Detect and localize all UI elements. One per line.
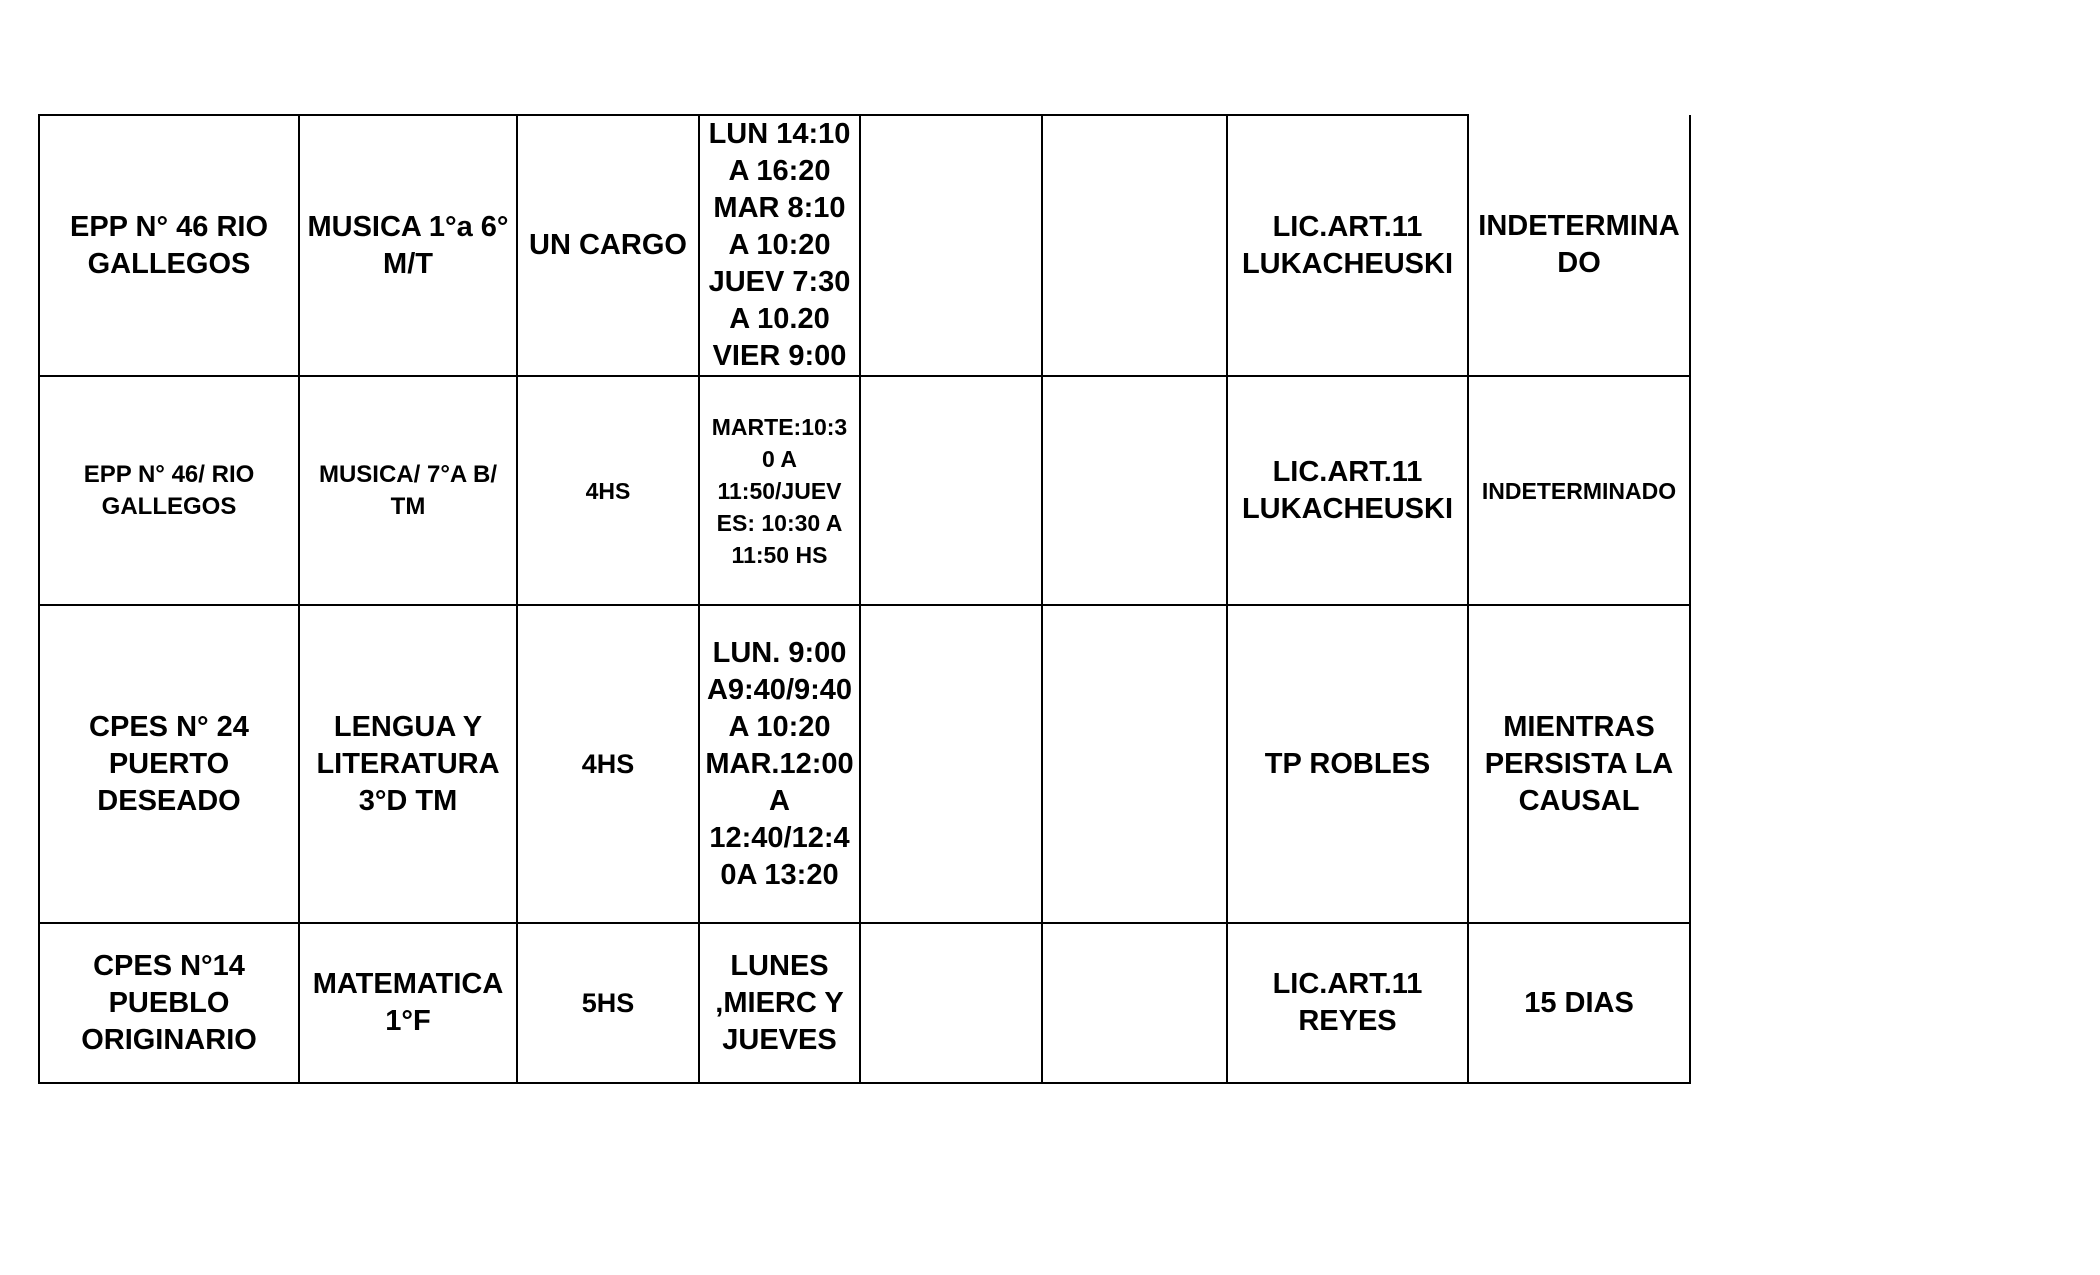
schedule-cell: LUNES ,MIERC Y JUEVES xyxy=(699,923,860,1083)
school-cell: EPP N° 46/ RIO GALLEGOS xyxy=(39,376,299,605)
subject-cell: LENGUA Y LITERATURA 3°D TM xyxy=(299,605,517,923)
load-cell: UN CARGO xyxy=(517,115,699,376)
reason-cell: LIC.ART.11 LUKACHEUSKI xyxy=(1227,115,1468,376)
table-row xyxy=(39,115,1690,376)
duration-cell: INDETERMINADO xyxy=(1468,376,1690,605)
schedule-table xyxy=(38,114,1691,1084)
duration-cell: INDETERMINA DO xyxy=(1468,115,1690,376)
empty-cell xyxy=(1042,923,1227,1083)
load-cell: 4HS xyxy=(517,605,699,923)
school-cell: CPES N° 24 PUERTO DESEADO xyxy=(39,605,299,923)
empty-cell xyxy=(1042,605,1227,923)
schedule-cell: LUN. 9:00 A9:40/9:40 A 10:20 MAR.12:00 A 12:40/12:4 0A 13:20 xyxy=(699,605,860,923)
reason-cell: TP ROBLES xyxy=(1227,605,1468,923)
empty-cell xyxy=(860,115,1042,376)
table-row xyxy=(39,605,1690,923)
duration-cell: 15 DIAS xyxy=(1468,923,1690,1083)
reason-cell: LIC.ART.11 LUKACHEUSKI xyxy=(1227,376,1468,605)
subject-cell: MATEMATICA 1°F xyxy=(299,923,517,1083)
load-cell: 5HS xyxy=(517,923,699,1083)
reason-cell: LIC.ART.11 REYES xyxy=(1227,923,1468,1083)
duration-cell: MIENTRAS PERSISTA LA CAUSAL xyxy=(1468,605,1690,923)
table-row xyxy=(39,923,1690,1083)
empty-cell xyxy=(1042,115,1227,376)
schedule-cell: LUN 14:10 A 16:20 MAR 8:10 A 10:20 JUEV 7:30 A 10.20 VIER 9:00 xyxy=(699,115,860,376)
schedule-cell: MARTE:10:3 0 A 11:50/JUEV ES: 10:30 A 11:50 HS xyxy=(699,376,860,605)
empty-cell xyxy=(860,605,1042,923)
load-cell: 4HS xyxy=(517,376,699,605)
subject-cell: MUSICA/ 7°A B/ TM xyxy=(299,376,517,605)
school-cell: CPES N°14 PUEBLO ORIGINARIO xyxy=(39,923,299,1083)
school-cell: EPP N° 46 RIO GALLEGOS xyxy=(39,115,299,376)
empty-cell xyxy=(860,923,1042,1083)
empty-cell xyxy=(1042,376,1227,605)
empty-cell xyxy=(860,376,1042,605)
subject-cell: MUSICA 1°a 6° M/T xyxy=(299,115,517,376)
table-row xyxy=(39,376,1690,605)
